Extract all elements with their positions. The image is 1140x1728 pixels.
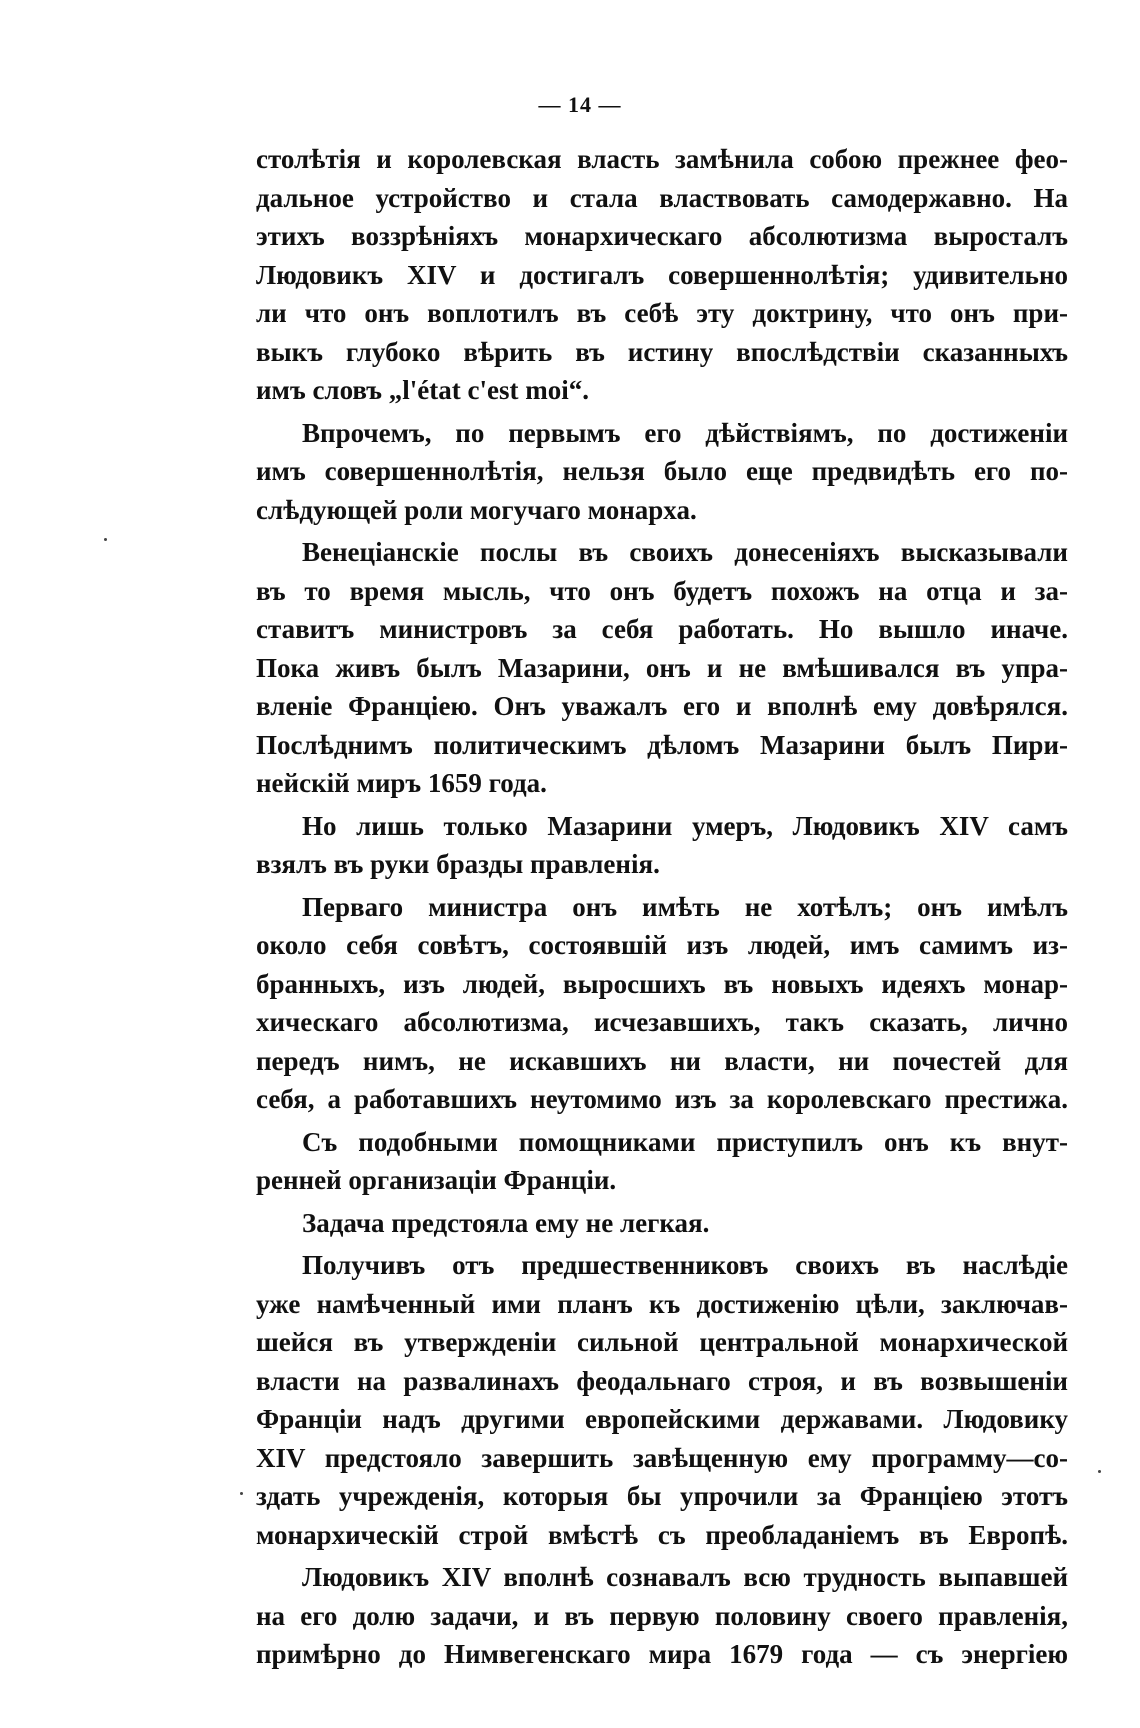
text-line: Но лишь только Мазарини умеръ, Людовикъ XIV самъ [302,810,1068,841]
text-line: бранныхъ, изъ людей, выросшихъ въ новыхъ идеяхъ монар- [256,968,1068,999]
paragraph-5 [256,888,1068,1119]
text-line: Послѣднимъ политическимъ дѣломъ Мазарини былъ Пири- [256,729,1068,760]
text-line: Получивъ отъ предшественниковъ своихъ въ наслѣдіе [302,1250,1068,1280]
text-line: передъ нимъ, не искавшихъ ни власти, ни почестей для [256,1045,1068,1076]
body-text [256,140,1068,1674]
text-line: на его долю задачи, и въ первую половину своего правленія, [256,1600,1068,1631]
text-line: столѣтія и королевская власть замѣнила собою прежнее фео- [256,144,1068,174]
scan-speck [1098,1470,1101,1473]
paragraph-3 [256,533,1068,803]
text-line: Перваго министра онъ имѣть не хотѣлъ; онъ имѣлъ [302,891,1068,922]
scan-speck [240,1492,243,1495]
text-line: имъ словъ „l'état c'est moi“. [256,375,589,405]
text-line: власти на развалинахъ феодальнаго строя, и въ возвышеніи [256,1365,1068,1396]
text-line: въ то время мысль, что онъ будетъ похожъ на отца и за- [256,575,1068,606]
text-line: Людовикъ XIV и достигалъ совершеннолѣтія; удивительно [256,259,1068,290]
text-line: монархическій строй вмѣстѣ съ преобладаніемъ въ Европѣ. [256,1519,1068,1550]
text-line: Впрочемъ, по первымъ его дѣйствіямъ, по достиженіи [302,417,1068,448]
text-line: ренней организаціи Франціи. [256,1165,617,1195]
text-line: уже намѣченный ими планъ къ достиженію цѣли, заключав- [256,1288,1068,1319]
text-line: слѣдующей роли могучаго монарха. [256,494,697,525]
text-line: здать учрежденія, которыя бы упрочили за Франціею этотъ [256,1481,1068,1511]
paragraph-1 [256,140,1068,410]
text-line: дальное устройство и стала властвовать самодержавно. На [256,182,1068,213]
paragraph-8 [256,1246,1068,1554]
text-line: шейся въ утвержденіи сильной центральной монархической [256,1327,1068,1357]
text-line: Людовикъ XIV вполнѣ сознавалъ всю трудность выпавшей [302,1562,1068,1592]
text-line: нейскій миръ 1659 года. [256,768,547,798]
paragraph-7 [256,1204,1068,1243]
paragraph-9 [256,1558,1068,1674]
text-line: хическаго абсолютизма, исчезавшихъ, такъ сказать, лично [256,1007,1068,1037]
text-line: взялъ въ руки бразды правленія. [256,849,660,879]
text-line: Франціи надъ другими европейскими державами. Людовику [256,1404,1068,1434]
text-line: Венеціанскіе послы въ своихъ донесеніяхъ высказывали [302,537,1068,567]
text-line: Пока живъ былъ Мазарини, онъ и не вмѣшивался въ упра- [256,652,1068,683]
paragraph-2 [256,414,1068,530]
text-line: вленіе Франціею. Онъ уважалъ его и вполнѣ ему довѣрялся. [256,691,1068,721]
text-line: ставитъ министровъ за себя работать. Но вышло иначе. [256,614,1068,644]
text-line: имъ совершеннолѣтія, нельзя было еще предвидѣть его по- [256,456,1068,486]
text-line: примѣрно до Нимвегенскаго мира 1679 года — съ энергіею [256,1639,1068,1669]
paragraph-4 [256,807,1068,884]
text-line: Съ подобными помощниками приступилъ онъ къ внут- [302,1126,1068,1157]
text-line: выкъ глубоко вѣрить въ истину впослѣдствіи сказанныхъ [256,336,1068,367]
scan-speck [104,538,107,541]
text-line: около себя совѣтъ, состоявшій изъ людей, имъ самимъ из- [256,930,1068,960]
paragraph-6 [256,1123,1068,1200]
page-number: — 14 — [538,92,622,117]
text-line: этихъ воззрѣніяхъ монархическаго абсолютизма выросталъ [256,221,1068,251]
text-line: себя, а работавшихъ неутомимо изъ за королевскаго престижа. [256,1084,1068,1114]
text-line: Задача предстояла ему не легкая. [302,1207,710,1238]
text-line: XIV предстояло завершить завѣщенную ему программу—со- [256,1442,1068,1473]
text-line: ли что онъ воплотилъ въ себѣ эту доктрину, что онъ при- [256,298,1068,328]
